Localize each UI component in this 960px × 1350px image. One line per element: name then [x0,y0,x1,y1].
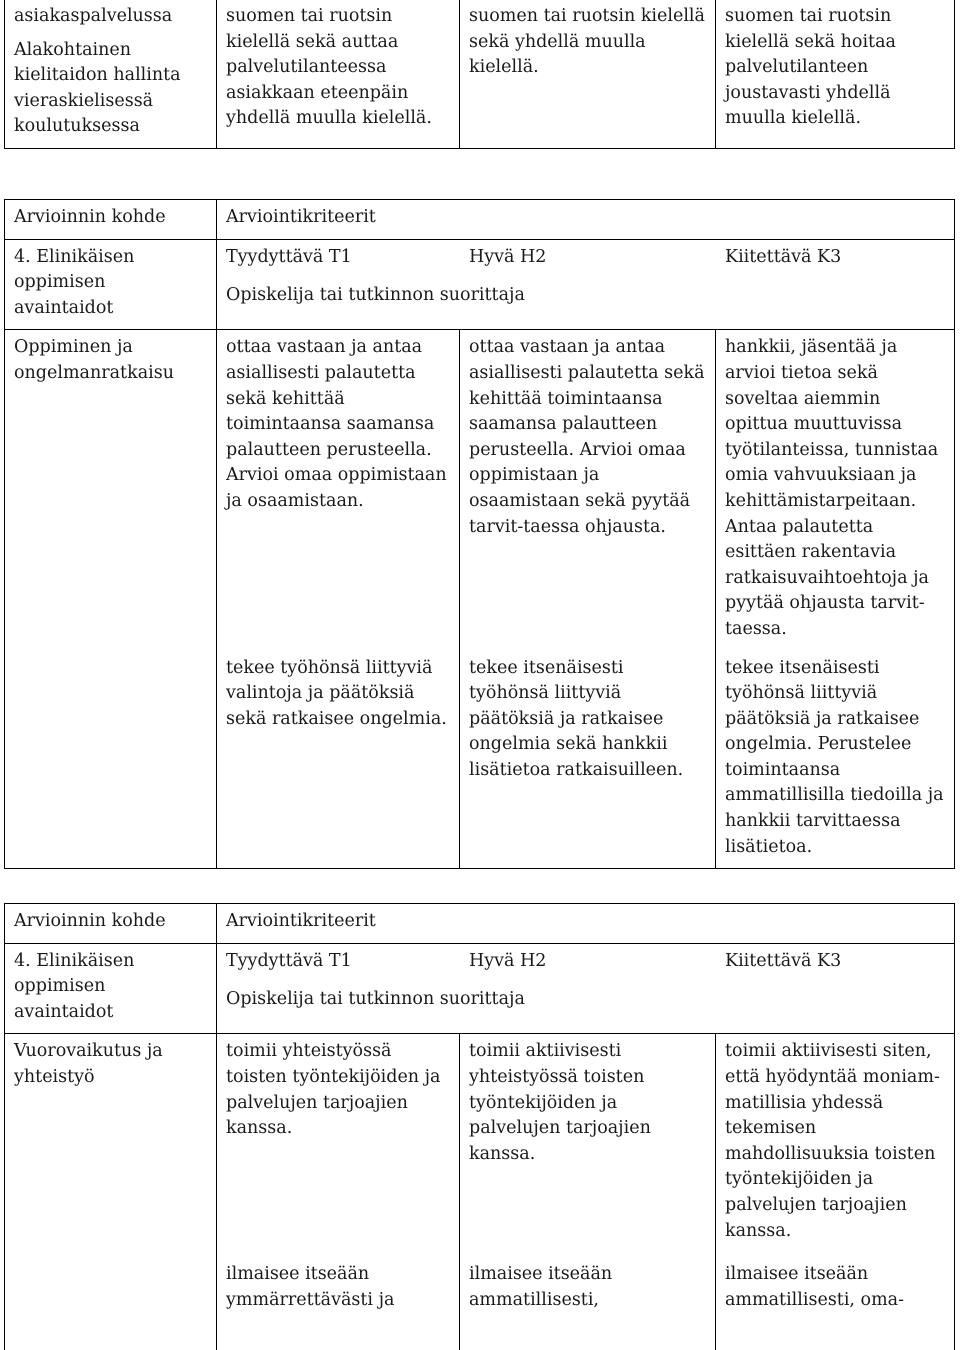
performer-label: Opiskelija tai tutkinnon suorittaja [226,285,525,306]
grade-header [217,239,955,330]
section-title: 4. Elinikäisen oppimisen avaintaidot [5,943,217,1034]
grade-scale [226,245,945,271]
criteria-table-language [4,0,955,149]
criteria-h2-cell: tekee itsenäisesti työhönsä liittyviä päätöksiä ja ratkaisee ongelmia sekä hankkii lisätietoa ratkaisuilleen. [460,651,716,869]
header-target: Arvioinnin kohde [5,904,217,944]
criteria-k3-cell: ilmaisee itseään ammatillisesti, oma- [716,1257,955,1350]
grade-t1: Tyydyttävä T1 [226,950,352,971]
criteria-t1-cell: ottaa vastaan ja antaa asiallisesti palautetta sekä kehittää toimintaansa saamansa palautteen perusteella. Arvioi omaa oppimistaan ja osaamistaan. [217,330,460,651]
performer-label: Opiskelija tai tutkinnon suorittaja [226,989,525,1010]
criteria-t1-cell: ilmaisee itseään ymmärrettävästi ja [217,1257,460,1350]
criteria-table-interaction [4,903,955,1350]
criteria-k3-cell: hankkii, jäsentää ja arvioi tietoa sekä soveltaa aiemmin opittua muuttuvissa työtilanteissa, tunnistaa omia vahvuuksiaan ja kehittämistarpeitaan. Antaa palautetta esittäen rakentavia ratkaisuvaihtoehtoja ja pyytää ohjausta tarvit-taessa. [716,330,955,651]
grade-header [217,943,955,1034]
topic-label: Oppiminen ja ongelmanratkaisu [5,330,217,869]
criteria-t1-cell: toimii yhteistyössä toisten työntekijöiden ja palvelujen tarjoajien kanssa. [217,1034,460,1258]
topic-cell [5,0,217,148]
criteria-h2-cell: ottaa vastaan ja antaa asiallisesti palautetta sekä kehittää toimintaansa saamansa palautteen perusteella. Arvioi omaa oppimistaan ja osaamistaan sekä pyytää tarvit-taessa ohjausta. [460,330,716,651]
header-target: Arvioinnin kohde [5,200,217,240]
topic-label-continued: asiakaspalvelussa [14,6,173,26]
criteria-k3-cell: tekee itsenäisesti työhönsä liittyviä päätöksiä ja ratkaisee ongelmia. Perustelee toimintaansa ammatillisilla tiedoilla ja hankkii tarvittaessa lisätietoa. [716,651,955,869]
criteria-h2-cell: toimii aktiivisesti yhteistyössä toisten työntekijöiden ja palvelujen tarjoajien kanssa. [460,1034,716,1258]
criteria-t1-cell: suomen tai ruotsin kielellä sekä auttaa palvelutilanteessa asiakkaan eteenpäin yhdellä muulla kielellä. [217,0,460,148]
header-criteria: Arviointikriteerit [217,200,955,240]
criteria-h2-cell: suomen tai ruotsin kielellä sekä yhdellä muulla kielellä. [460,0,716,148]
grade-k3: Kiitettävä K3 [725,246,842,267]
topic-label: Vuorovaikutus ja yhteistyö [5,1034,217,1350]
header-criteria: Arviointikriteerit [217,904,955,944]
section-title: 4. Elinikäisen oppimisen avaintaidot [5,239,217,330]
criteria-t1-cell: tekee työhönsä liittyviä valintoja ja päätöksiä sekä ratkaisee ongelmia. [217,651,460,869]
grade-t1: Tyydyttävä T1 [226,246,352,267]
criteria-table-learning [4,199,955,869]
grade-h2: Hyvä H2 [469,246,547,267]
topic-label: Alakohtainen kielitaidon hallinta vieraskielisessä koulutuksessa [14,39,181,137]
criteria-k3-cell: toimii aktiivisesti siten, että hyödyntää moniam-matillisia yhdessä tekemisen mahdollisuuksia toisten työntekijöiden ja palvelujen tarjoajien kanssa. [716,1034,955,1258]
grade-scale [226,949,945,975]
grade-h2: Hyvä H2 [469,950,547,971]
criteria-h2-cell: ilmaisee itseään ammatillisesti, [460,1257,716,1350]
criteria-k3-cell: suomen tai ruotsin kielellä sekä hoitaa palvelutilanteen joustavasti yhdellä muulla kielellä. [716,0,955,148]
grade-k3: Kiitettävä K3 [725,950,842,971]
